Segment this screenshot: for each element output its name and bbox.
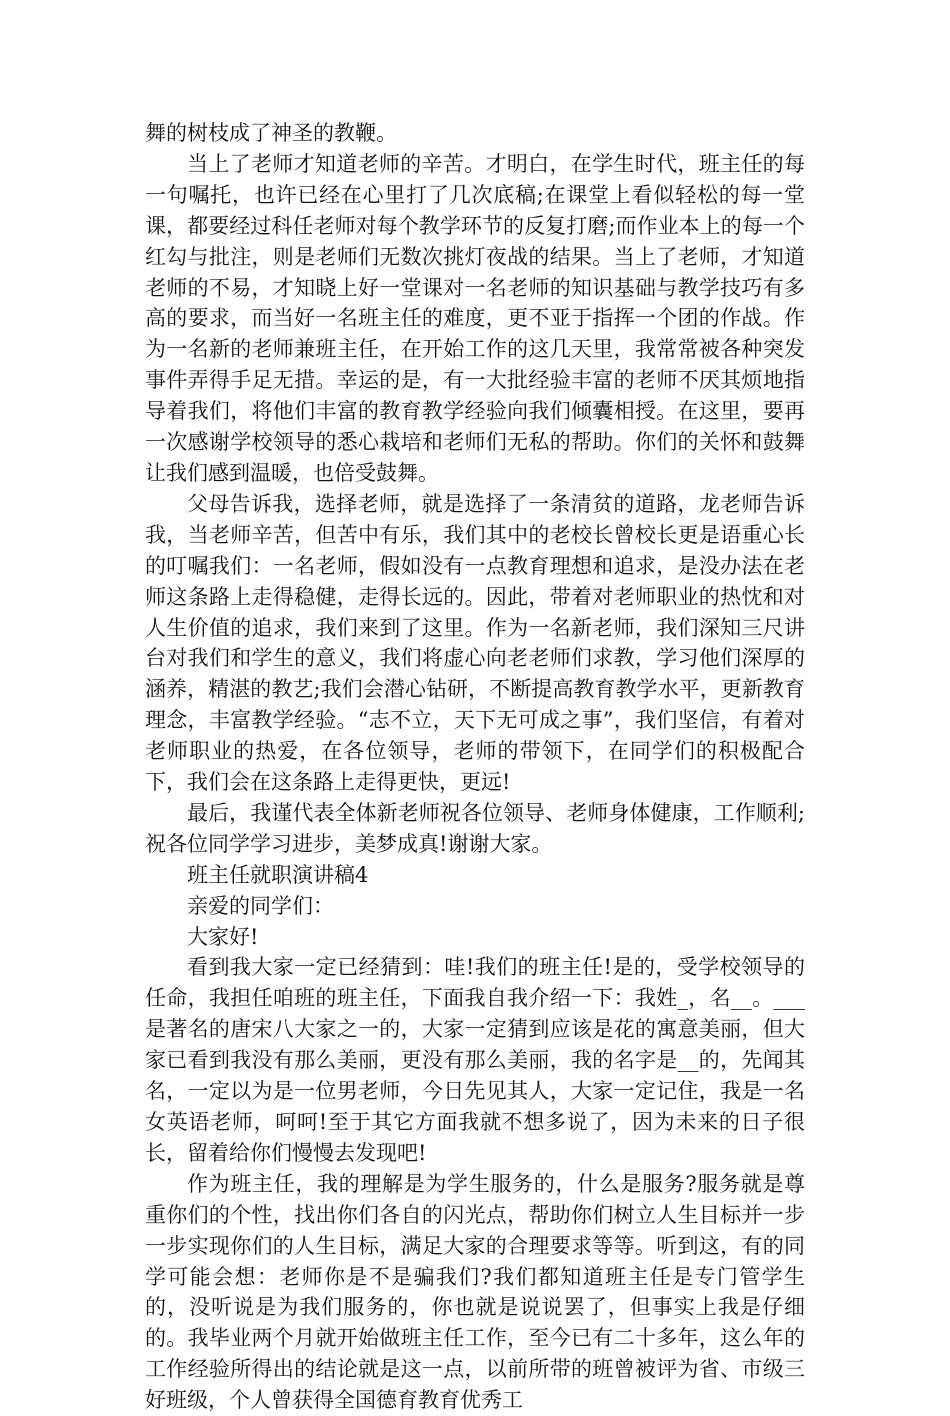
paragraph-8: 看到我大家一定已经猜到：哇!我们的班主任!是的，受学校领导的任命，我担任咱班的班主任，下面我自我介绍一下：我姓_，名__。___是著名的唐宋八大家之一的，大家一定猜到应该是花的寓意美丽，但大家已看到我没有那么美丽，更没有那么美丽，我的名字是__的，先闻其名，一定以为是一位男老师，今日先见其人，大家一定记住，我是一名女英语老师，呵呵!至于其它方面我就不想多说了，因为未来的日子很长，留着给你们慢慢去发现吧! (145, 955, 805, 1165)
paragraph-3: 父母告诉我，选择老师，就是选择了一条清贫的道路，龙老师告诉我，当老师辛苦，但苦中有乐，我们其中的老校长曾校长更是语重心长的叮嘱我们：一名老师，假如没有一点教育理想和追求，是没办法在老师这条路上走得稳健，走得长远的。因此，带着对老师职业的热忱和对人生价值的追求，我们来到了这里。作为一名新老师，我们深知三尺讲台对我们和学生的意义，我们将虚心向老老师们求教，学习他们深厚的涵养，精湛的教艺;我们会潜心钻研，不断提高教育教学水平，更新教育理念，丰富教学经验。“志不立，天下无可成之事”，我们坚信，有着对老师职业的热爱，在各位领导，老师的带领下，在同学们的积极配合下，我们会在这条路上走得更快，更远! (145, 491, 805, 795)
greeting: 大家好! (187, 924, 259, 949)
salutation: 亲爱的同学们： (187, 893, 334, 918)
paragraph-2: 当上了老师才知道老师的辛苦。才明白，在学生时代，班主任的每一句嘱托，也许已经在心里打了几次底稿;在课堂上看似轻松的每一堂课，都要经过科任老师对每个教学环节的反复打磨;而作业本上的每一个红勾与批注，则是老师们无数次挑灯夜战的结果。当上了老师，才知道老师的不易，才知晓上好一堂课对一名老师的知识基础与教学技巧有多高的要求，而当好一名班主任的难度，更不亚于指挥一个团的作战。作为一名新的老师兼班主任，在开始工作的这几天里，我常常被各种突发事件弄得手足无措。幸运的是，有一大批经验丰富的老师不厌其烦地指导着我们，将他们丰富的教育教学经验向我们倾囊相授。在这里，要再一次感谢学校领导的悉心栽培和老师们无私的帮助。你们的关怀和鼓舞让我们感到温暖，也倍受鼓舞。 (145, 151, 805, 485)
paragraph-1: 舞的树枝成了神圣的教鞭。 (145, 121, 397, 145)
section-heading: 班主任就职演讲稿4 (187, 862, 369, 887)
paragraph-9: 作为班主任，我的理解是为学生服务的，什么是服务?服务就是尊重你们的个性，找出你们各自的闪光点，帮助你们树立人生目标并一步一步实现你们的人生目标，满足大家的合理要求等等。听到这，有的同学可能会想：老师你是不是骗我们?我们都知道班主任是专门管学生的，没听说是为我们服务的，你也就是说说罢了，但事实上我是仔细的。我毕业两个月就开始做班主任工作，至今已有二十多年，这么年的工作经验所得出的结论就是这一点，以前所带的班曾被评为省、市级三好班级，个人曾获得全国德育教育优秀工 (145, 1171, 805, 1413)
document-body (145, 118, 805, 1416)
paragraph-4: 最后，我谨代表全体新老师祝各位领导、老师身体健康，工作顺利;祝各位同学学习进步，美梦成真!谢谢大家。 (145, 800, 805, 856)
